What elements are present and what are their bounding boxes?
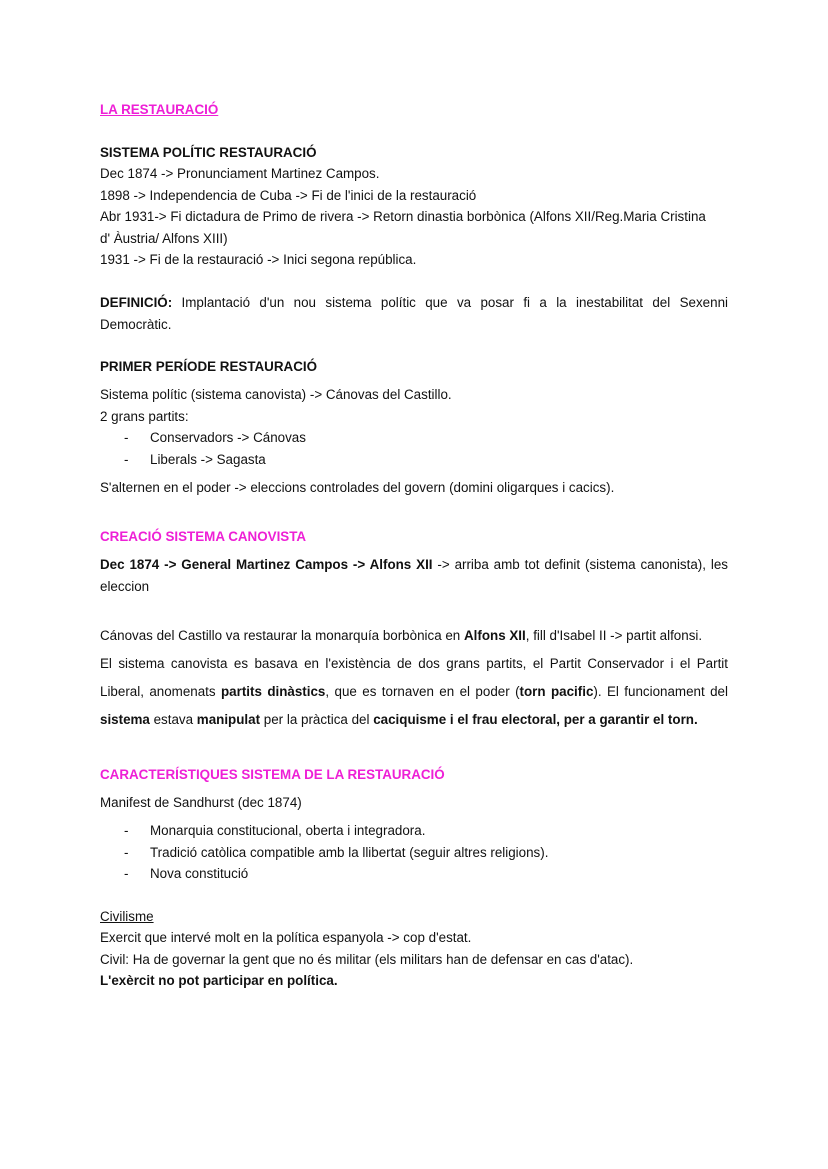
bullet-text: Conservadors -> Cánovas: [150, 430, 306, 445]
sistema-line-1: Dec 1874 -> Pronunciament Martinez Campos.: [100, 166, 380, 181]
primer-heading: PRIMER PERÍODE RESTAURACIÓ: [100, 359, 317, 374]
text-run: , que es tornaven en el poder (: [325, 684, 520, 699]
text-run-bold: torn pacific: [519, 684, 594, 699]
civilisme-heading: Civilisme: [100, 909, 154, 924]
sistema-line-2: 1898 -> Independencia de Cuba -> Fi de l'inici de la restauració: [100, 188, 477, 203]
creacio-para-4: [100, 711, 728, 729]
bullet-dash: -: [124, 452, 129, 467]
text-run: Liberal, anomenats: [100, 684, 216, 699]
bullet-text: Nova constitució: [150, 866, 249, 881]
text-run: , fill d'Isabel II -> partit alfonsi.: [525, 628, 703, 643]
definicio-line-1: [100, 294, 728, 312]
sistema-line-5: 1931 -> Fi de la restauració -> Inici segona república.: [100, 252, 417, 267]
sistema-line-4: d' Àustria/ Alfons XIII): [100, 231, 228, 246]
bullet-dash: -: [124, 866, 129, 881]
text-run-bold: sistema: [100, 712, 150, 727]
primer-line-2: 2 grans partits:: [100, 409, 189, 424]
bullet-dash: -: [124, 430, 129, 445]
text-run-bold: manipulat: [196, 712, 261, 727]
creacio-bold-1: Dec 1874 -> General Martinez Campos -> Alfons XII: [100, 557, 433, 572]
primer-line-3: S'alternen en el poder -> eleccions controlades del govern (domini oligarques i cacics).: [100, 480, 615, 495]
text-run: ). El funcionament del: [593, 684, 728, 699]
civilisme-line-1: Exercit que intervé molt en la política espanyola -> cop d'estat.: [100, 930, 472, 945]
civilisme-line-2: Civil: Ha de governar la gent que no és militar (els militars han de defensar en cas d'atac).: [100, 952, 634, 967]
page-title: LA RESTAURACIÓ: [100, 102, 219, 117]
creacio-para-3: [100, 683, 728, 701]
text-run: estava: [153, 712, 194, 727]
creacio-rest-1: -> arriba amb tot definit (sistema canonista), les: [437, 557, 728, 572]
definicio-text: Implantació d'un nou sistema polític que va posar fi a la inestabilitat del Sexenni: [181, 295, 728, 310]
bullet-text: Liberals -> Sagasta: [150, 452, 266, 467]
caracteristiques-heading: CARACTERÍSTIQUES SISTEMA DE LA RESTAURACIÓ: [100, 767, 445, 782]
text-run-bold: partits dinàstics: [220, 684, 326, 699]
bullet-dash: -: [124, 823, 129, 838]
creacio-line-1: [100, 556, 728, 574]
text-run-bold: caciquisme i el frau electoral, per a garantir el torn.: [373, 712, 698, 727]
bullet-text: Tradició catòlica compatible amb la llibertat (seguir altres religions).: [150, 845, 549, 860]
caracteristiques-line-1: Manifest de Sandhurst (dec 1874): [100, 795, 302, 810]
definicio-line-2: Democràtic.: [100, 317, 172, 332]
definicio-label: DEFINICIÓ:: [100, 295, 173, 310]
creacio-heading: CREACIÓ SISTEMA CANOVISTA: [100, 529, 307, 544]
civilisme-line-3: L'exèrcit no pot participar en política.: [100, 973, 338, 988]
creacio-para-1: [100, 627, 728, 645]
primer-line-1: Sistema polític (sistema canovista) -> Cánovas del Castillo.: [100, 387, 452, 402]
text-run: Cánovas del Castillo va restaurar la monarquía borbònica en: [100, 628, 461, 643]
text-run: per la pràctica del: [263, 712, 370, 727]
bullet-text: Monarquia constitucional, oberta i integradora.: [150, 823, 426, 838]
creacio-line-2: eleccion: [100, 579, 150, 594]
sistema-line-3: Abr 1931-> Fi dictadura de Primo de rivera -> Retorn dinastia borbònica (Alfons XII/Reg.Maria Cristina: [100, 209, 706, 224]
bullet-dash: -: [124, 845, 129, 860]
text-run-bold: Alfons XII: [464, 628, 526, 643]
creacio-para-2: El sistema canovista es basava en l'existència de dos grans partits, el Partit Conservador i el Partit: [100, 656, 728, 671]
sistema-heading: SISTEMA POLÍTIC RESTAURACIÓ: [100, 145, 317, 160]
